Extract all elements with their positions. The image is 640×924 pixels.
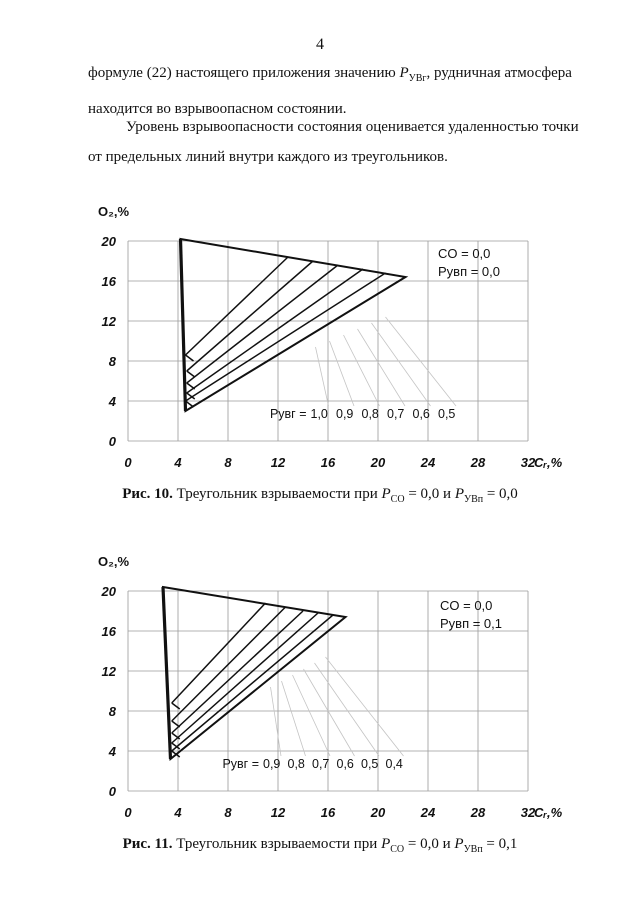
- c0-level-line: [186, 273, 386, 401]
- c0-level-line: [187, 261, 313, 371]
- figure-10-caption-eq1: = 0,0 и: [404, 486, 455, 502]
- paragraph-1-subscript: УВг: [408, 73, 427, 84]
- c0-level-line-tail: [187, 371, 195, 377]
- figure-11-caption-prefix: Рис. 11.: [122, 836, 173, 852]
- figure-11-caption: [0, 836, 640, 855]
- c0-x-tick-label: 0: [124, 455, 132, 470]
- figure-10-caption-sub2: УВп: [463, 494, 484, 505]
- c0-lower-limit-line: [181, 239, 186, 411]
- figure-10-caption-prefix: Рис. 10.: [122, 486, 173, 502]
- figure-10-caption: [0, 486, 640, 505]
- c0-level-label: 0,8: [361, 407, 379, 421]
- explosivity-triangle-chart-1: [80, 200, 580, 475]
- figure-11-caption-sub1: CO: [390, 844, 405, 855]
- c1-y-axis-label: O₂,%: [98, 554, 130, 569]
- c0-level-label: 0,9: [336, 407, 354, 421]
- c0-level-guide-line: [316, 347, 329, 406]
- c1-y-tick-label: 16: [101, 624, 116, 639]
- c1-level-guide-line: [304, 669, 355, 756]
- figure-11-caption-eq2: = 0,1: [482, 836, 518, 852]
- c1-level-label: 0,7: [312, 757, 330, 771]
- c1-x-tick-label: 12: [270, 805, 286, 820]
- c0-legend-entry: CO = 0,0: [438, 246, 491, 261]
- c1-y-tick-label: 4: [108, 744, 116, 759]
- c1-level-label: 0,5: [361, 757, 379, 771]
- figure-11-caption-var1: P: [381, 836, 391, 852]
- c0-x-tick-label: 28: [470, 455, 486, 470]
- c0-y-tick-label: 16: [101, 274, 116, 289]
- c1-level-line: [172, 603, 266, 703]
- c0-level-guide-line: [344, 335, 380, 406]
- figure-11-caption-eq1: = 0,0 и: [404, 836, 455, 852]
- c1-level-line: [172, 615, 333, 751]
- c1-x-tick-label: 16: [320, 805, 336, 820]
- c1-level-label: 0,6: [336, 757, 354, 771]
- c1-x-tick-label: 28: [470, 805, 486, 820]
- c1-x-axis-label: Cᵣ,%: [534, 805, 563, 820]
- figure-10-caption-var1: P: [381, 486, 391, 502]
- c0-level-line: [187, 269, 363, 393]
- explosivity-triangle-chart-2: [80, 550, 580, 825]
- c1-lower-limit-line: [163, 587, 171, 759]
- c1-level-label: 0,8: [287, 757, 305, 771]
- c0-x-tick-label: 24: [420, 455, 436, 470]
- c1-level-line: [172, 613, 318, 743]
- c1-level-prefix: Pувг =: [222, 757, 259, 771]
- c0-y-axis-label: O₂,%: [98, 204, 130, 219]
- c1-level-line-tail: [172, 703, 180, 709]
- c0-x-tick-label: 32: [520, 455, 536, 470]
- c1-x-tick-label: 8: [224, 805, 232, 820]
- figure-11-caption-sub2: УВп: [463, 844, 483, 855]
- c1-level-guide-line: [293, 675, 331, 756]
- c0-legend-entry: Pувп = 0,0: [438, 264, 501, 279]
- c0-level-guide-line: [330, 341, 355, 406]
- c0-y-tick-label: 12: [101, 314, 116, 329]
- c1-x-tick-label: 20: [370, 805, 386, 820]
- c0-level-label: 0,7: [387, 407, 405, 421]
- c1-explosivity-triangle: [163, 587, 346, 759]
- c1-x-tick-label: 24: [420, 805, 436, 820]
- paragraph-1-variable: P: [399, 65, 409, 81]
- paragraph-1-after: , рудничная атмосфера находится во взрывоопасном состоянии.: [88, 65, 572, 117]
- c1-x-tick-label: 0: [124, 805, 132, 820]
- c1-legend-entry: CO = 0,0: [440, 598, 493, 613]
- c0-x-tick-label: 12: [270, 455, 286, 470]
- c1-level-label: 0,4: [385, 757, 403, 771]
- figure-10-caption-text: Треугольник взрываемости при: [172, 486, 382, 502]
- c1-level-guide-line: [326, 657, 404, 756]
- c0-y-tick-label: 8: [108, 354, 116, 369]
- c0-x-axis-label: Cᵣ,%: [534, 455, 563, 470]
- c1-y-tick-label: 12: [101, 664, 116, 679]
- c1-legend-entry: Pувп = 0,1: [440, 616, 503, 631]
- figure-11-caption-text: Треугольник взрываемости при: [172, 836, 382, 852]
- c0-x-tick-label: 16: [320, 455, 336, 470]
- c0-level-line-tail: [186, 355, 194, 361]
- c0-level-label: 0,6: [412, 407, 430, 421]
- c1-y-tick-label: 0: [108, 784, 116, 799]
- c0-y-tick-label: 20: [101, 234, 116, 249]
- c1-level-guide-line: [282, 681, 306, 756]
- c1-y-tick-label: 20: [101, 584, 116, 599]
- c1-x-tick-label: 4: [174, 805, 182, 820]
- c0-level-guide-line: [372, 323, 431, 406]
- c0-y-tick-label: 4: [108, 394, 116, 409]
- figure-10-caption-sub1: CO: [390, 494, 405, 505]
- figure-10-caption-eq2: = 0,0: [483, 486, 518, 502]
- c0-level-line: [186, 257, 289, 355]
- c0-y-tick-label: 0: [108, 434, 116, 449]
- c1-y-tick-label: 8: [108, 704, 116, 719]
- c1-level-guide-line: [271, 687, 282, 756]
- c0-level-label: 1,0: [310, 407, 328, 421]
- figure-11-caption-var2: P: [454, 836, 464, 852]
- c1-x-tick-label: 32: [520, 805, 536, 820]
- c0-x-tick-label: 8: [224, 455, 232, 470]
- c0-level-guide-line: [358, 329, 406, 406]
- c0-x-tick-label: 20: [370, 455, 386, 470]
- c0-x-tick-label: 4: [174, 455, 182, 470]
- c0-level-label: 0,5: [438, 407, 456, 421]
- c1-level-line: [172, 611, 303, 733]
- figure-10-caption-var2: P: [454, 486, 464, 502]
- c0-explosivity-triangle: [181, 239, 406, 411]
- page-number: 4: [316, 36, 324, 53]
- c0-level-prefix: Pувг =: [269, 407, 307, 421]
- paragraph-2: Уровень взрывоопасности состояния оценивается удаленностью точки от предельных линий внутри каждого из треугольников.: [88, 119, 579, 165]
- c1-level-label: 0,9: [263, 757, 281, 771]
- paragraph-1-before: формуле (22) настоящего приложения значению: [88, 65, 400, 81]
